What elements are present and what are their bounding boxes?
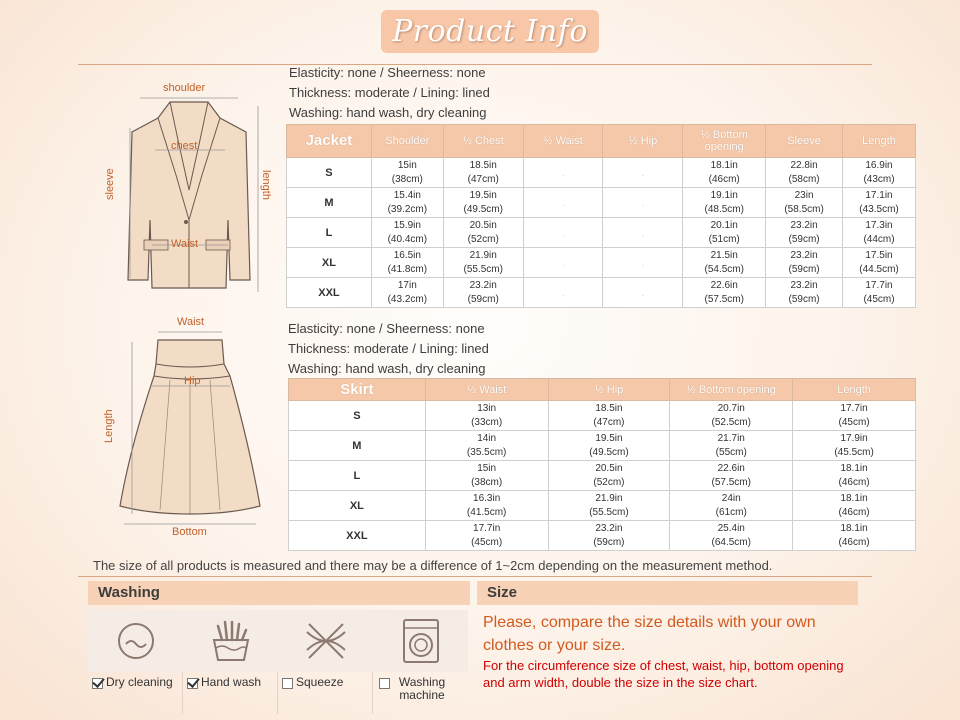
size-cell: 20.5in (52cm) <box>443 218 523 248</box>
washing-heading: Washing <box>88 581 470 605</box>
size-cell: 17.7in (45cm) <box>425 521 548 551</box>
size-cell: . <box>603 218 683 248</box>
size-cell: . <box>523 218 603 248</box>
size-cell: 15.4in (39.2cm) <box>371 188 443 218</box>
size-cell: 25.4in (64.5cm) <box>670 521 793 551</box>
column-header: ½ Waist <box>523 125 603 158</box>
size-cell: 23.2in (59cm) <box>766 218 843 248</box>
skirt-length-label: Length <box>103 409 115 443</box>
size-cell: 15.9in (40.4cm) <box>371 218 443 248</box>
size-cell: 23.2in (59cm) <box>766 248 843 278</box>
size-label: L <box>287 218 372 248</box>
size-cell: 20.5in (52cm) <box>548 461 670 491</box>
table-row <box>289 491 916 521</box>
wash-item-dry-cleaning <box>88 610 183 714</box>
jacket-info-line: Washing: hand wash, dry cleaning <box>289 105 487 120</box>
size-cell: 22.8in (58cm) <box>766 158 843 188</box>
size-label: S <box>289 401 426 431</box>
page-title: Product Info <box>392 14 588 49</box>
table-row <box>287 248 916 278</box>
jacket-shoulder-label: shoulder <box>163 82 206 94</box>
table-row <box>289 461 916 491</box>
wash-icon-box <box>278 610 373 672</box>
size-cell: 17.7in (45cm) <box>793 401 916 431</box>
size-cell: 13in (33cm) <box>425 401 548 431</box>
size-label: S <box>287 158 372 188</box>
jacket-info-line: Elasticity: none / Sheerness: none <box>289 65 486 80</box>
column-header: ½ Chest <box>443 125 523 158</box>
wash-label <box>282 676 343 689</box>
wash-icon-box <box>373 610 468 672</box>
size-label: L <box>289 461 426 491</box>
size-cell: 18.5in (47cm) <box>443 158 523 188</box>
table-row <box>287 278 916 308</box>
size-cell: 17.5in (44.5cm) <box>843 248 916 278</box>
table-row <box>289 401 916 431</box>
size-cell: 17.7in (45cm) <box>843 278 916 308</box>
wash-item-squeeze <box>278 610 373 714</box>
column-header: ½ Bottom opening <box>670 379 793 401</box>
column-header: Shoulder <box>371 125 443 158</box>
size-cell: 23.2in (59cm) <box>766 278 843 308</box>
dry-cleaning-checkbox[interactable] <box>92 678 103 689</box>
table-row <box>287 188 916 218</box>
jacket-waist-label: Waist <box>171 238 199 250</box>
size-cell: . <box>523 158 603 188</box>
size-cell: 16.3in (41.5cm) <box>425 491 548 521</box>
skirt-header-row <box>289 379 916 401</box>
column-header: ½ Hip <box>548 379 670 401</box>
size-label: XL <box>289 491 426 521</box>
size-cell: 16.5in (41.8cm) <box>371 248 443 278</box>
size-cell: 18.1in (46cm) <box>793 491 916 521</box>
size-double-text: For the circumference size of chest, waist, hip, bottom opening and arm width, double the size in the size chart. <box>483 658 844 690</box>
skirt-table-title: Skirt <box>289 379 426 401</box>
squeeze-label: Squeeze <box>296 675 344 689</box>
size-cell: 21.9in (55.5cm) <box>548 491 670 521</box>
size-cell: . <box>603 188 683 218</box>
size-cell: 18.5in (47cm) <box>548 401 670 431</box>
size-cell: . <box>523 248 603 278</box>
washing-machine-icon <box>398 618 444 664</box>
size-cell: 23in (58.5cm) <box>766 188 843 218</box>
wash-label <box>92 676 173 689</box>
wash-icon-box <box>88 610 183 672</box>
size-cell: 20.7in (52.5cm) <box>670 401 793 431</box>
skirt-waist-label: Waist <box>177 316 205 328</box>
size-cell: 22.6in (57.5cm) <box>670 461 793 491</box>
size-cell: 23.2in (59cm) <box>548 521 670 551</box>
table-row <box>287 158 916 188</box>
size-cell: 17.1in (43.5cm) <box>843 188 916 218</box>
hand-wash-checkbox[interactable] <box>187 678 198 689</box>
skirt-info <box>288 319 489 379</box>
size-cell: 21.7in (55cm) <box>670 431 793 461</box>
size-cell: 21.5in (54.5cm) <box>683 248 766 278</box>
column-header: Sleeve <box>766 125 843 158</box>
column-header: ½ Bottom opening <box>683 125 766 158</box>
measurement-note: The size of all products is measured and there may be a difference of 1~2cm depending on the measurement method. <box>93 558 773 573</box>
table-row <box>289 521 916 551</box>
size-cell: . <box>603 158 683 188</box>
squeeze-checkbox[interactable] <box>282 678 293 689</box>
size-cell: . <box>523 188 603 218</box>
size-label: XL <box>287 248 372 278</box>
jacket-info <box>289 63 490 123</box>
wash-item-hand-wash <box>183 610 278 714</box>
size-cell: . <box>523 278 603 308</box>
skirt-bottom-label: Bottom <box>172 526 207 538</box>
washing-grid <box>88 610 470 714</box>
skirt-diagram <box>100 318 280 540</box>
size-label: M <box>287 188 372 218</box>
size-label: M <box>289 431 426 461</box>
size-label: XXL <box>289 521 426 551</box>
size-cell: 14in (35.5cm) <box>425 431 548 461</box>
skirt-info-line: Washing: hand wash, dry cleaning <box>288 361 486 376</box>
jacket-size-table <box>286 124 916 308</box>
size-cell: 23.2in (59cm) <box>443 278 523 308</box>
column-header: Length <box>843 125 916 158</box>
size-cell: 19.5in (49.5cm) <box>443 188 523 218</box>
size-compare-text: Please, compare the size details with your own clothes or your size. <box>483 614 816 654</box>
size-cell: 18.1in (46cm) <box>793 461 916 491</box>
size-cell: . <box>603 278 683 308</box>
size-cell: 17.3in (44cm) <box>843 218 916 248</box>
wash-label <box>187 676 261 689</box>
size-cell: 24in (61cm) <box>670 491 793 521</box>
title-banner <box>381 10 599 53</box>
note-divider <box>78 576 872 577</box>
size-cell: 22.6in (57.5cm) <box>683 278 766 308</box>
jacket-sleeve-label: sleeve <box>104 168 116 200</box>
jacket-info-line: Thickness: moderate / Lining: lined <box>289 85 490 100</box>
skirt-info-line: Elasticity: none / Sheerness: none <box>288 321 485 336</box>
size-cell: 18.1in (46cm) <box>793 521 916 551</box>
jacket-table-title: Jacket <box>287 125 372 158</box>
size-label: XXL <box>287 278 372 308</box>
size-cell: 15in (38cm) <box>371 158 443 188</box>
skirt-hip-label: Hip <box>184 375 201 387</box>
size-cell: 18.1in (46cm) <box>683 158 766 188</box>
column-header: ½ Waist <box>425 379 548 401</box>
wash-icon-box <box>183 610 278 672</box>
size-cell: 19.5in (49.5cm) <box>548 431 670 461</box>
washing-machine-checkbox[interactable] <box>379 678 390 689</box>
do-not-wring-icon <box>303 618 349 664</box>
size-cell: 21.9in (55.5cm) <box>443 248 523 278</box>
washing-machine-label: Washing machine <box>398 675 446 702</box>
size-cell: . <box>603 248 683 278</box>
dry-cleaning-icon <box>113 618 159 664</box>
size-cell: 17in (43.2cm) <box>371 278 443 308</box>
size-cell: 16.9in (43cm) <box>843 158 916 188</box>
size-cell: 20.1in (51cm) <box>683 218 766 248</box>
jacket-header-row <box>287 125 916 158</box>
skirt-size-table <box>288 378 916 551</box>
wash-item-washing-machine <box>373 610 468 714</box>
skirt-info-line: Thickness: moderate / Lining: lined <box>288 341 489 356</box>
column-header: Length <box>793 379 916 401</box>
size-heading: Size <box>477 581 858 605</box>
hand-wash-icon <box>208 618 254 664</box>
table-row <box>287 218 916 248</box>
jacket-chest-label: chest <box>171 140 198 152</box>
size-cell: 17.9in (45.5cm) <box>793 431 916 461</box>
column-header: ½ Hip <box>603 125 683 158</box>
jacket-length-label: length <box>260 170 272 200</box>
size-cell: 19.1in (48.5cm) <box>683 188 766 218</box>
wash-label <box>379 676 451 702</box>
hand-wash-label: Hand wash <box>201 675 262 689</box>
table-row <box>289 431 916 461</box>
jacket-diagram <box>100 80 280 300</box>
size-cell: 15in (38cm) <box>425 461 548 491</box>
dry-cleaning-label: Dry cleaning <box>106 675 173 689</box>
